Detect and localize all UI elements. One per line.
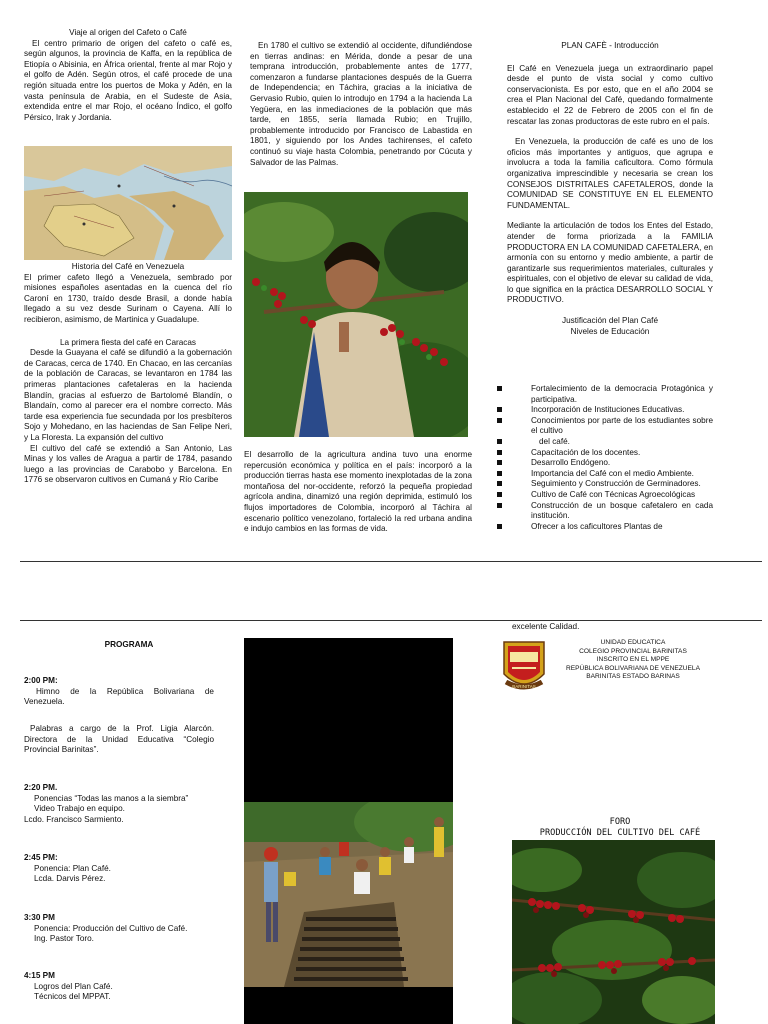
panel-agriculture: [244, 450, 472, 535]
justification-title: Justificación del Plan Café: [561, 316, 659, 326]
programa-item: [24, 783, 214, 825]
programa-line: Himno de la República Bolivariana de Venezuela.: [24, 686, 214, 707]
expansion-text: El cultivo del café se extendió a San Antonio, Las Minas y los valles de Aragua a partir de 1784, pasando luego a las provincias de Carabobo y Barcelona. En 1776 se observaron cultivos en Cumaná y Río Caribe: [24, 443, 232, 485]
fiesta-text: Desde la Guayana el café se difundió a la gobernación de Caracas, cerca de 1740. En Chacao, en las cercanías de la población de Caracas, se levantaron en 1784 las primeras plantaciones cafetaleras en la hacienda Blandín, gracias al esfuerzo de Bartolomé Blandín, o Blandaín, como al parecer era el nombre correcto. Más tarde esa experiencia fue secundada por los presbíteros Sojo y Mohedano, en las haciendas de San Felipe Neri, y La Floresta. La expansión del cultivo: [24, 348, 232, 442]
programa-line: Ponencia: Plan Café.: [34, 863, 111, 873]
list-item: Construcción de un bosque cafetalero en cada institución.: [495, 501, 713, 522]
bottom-divider: [20, 620, 762, 621]
programa-line: Ponencia: Producción del Cultivo de Café.: [34, 923, 188, 933]
programa-line: Lcdo. Francisco Sarmiento.: [24, 814, 124, 824]
institution-line: REPÚBLICA BOLIVARIANA DE VENEZUELA: [566, 664, 700, 672]
institution-line: COLEGIO PROVINCIAL BARINITAS: [579, 647, 687, 655]
institution-line: INSCRITO EN EL MPPE: [596, 656, 670, 664]
programa-time: 2:45 PM:: [24, 853, 58, 862]
history-title: Historia del Café en Venezuela: [71, 262, 185, 271]
continued-text: excelente Calidad.: [512, 622, 580, 631]
fiesta-title: La primera fiesta del café en Caracas: [59, 337, 197, 347]
programa-item: [24, 913, 214, 945]
list-item: Importancia del Café con el medio Ambiente.: [495, 469, 713, 480]
list-item: del café.: [495, 437, 713, 448]
list-item: Desarrollo Endógeno.: [495, 458, 713, 469]
origin-text: El centro primario de origen del cafeto o café es, según algunos, la provincia de Kaffa, en la república de Etiopía o Abisinia, en África oriental, frente al mar Rojo y el golfo de Adén. Según otros, el café procede de una región situada entre los puertos de Moka y Adén, en la vasta península de Arabia, en el Sudeste de Asia, extendida entre el mar Rojo, el océano Índico, el golfo Pérsico, Irak y Jordania.: [24, 38, 232, 122]
programa-item: [24, 724, 214, 756]
programa-item: [24, 853, 214, 885]
programa-time: 2:20 PM.: [24, 783, 58, 792]
list-item: Incorporación de Instituciones Educativas.: [495, 405, 713, 416]
programa-time: 4:15 PM: [24, 971, 55, 980]
programa-title: PROGRAMA: [104, 640, 154, 649]
programa-item: [24, 676, 214, 708]
foro-subtitle: PRODUCCIÓN DEL CULTIVO DEL CAFÉ: [539, 828, 701, 838]
school-logo: [500, 638, 548, 694]
list-item: Ofrecer a los caficultores Plantas de: [495, 522, 713, 533]
panel-history: [24, 262, 232, 486]
top-divider: [20, 561, 762, 562]
education-levels-title: Niveles de Educación: [570, 326, 650, 336]
panel-origin: [24, 28, 232, 123]
foro-label: FORO: [609, 817, 631, 827]
programa-line: Lcda. Darvis Pérez.: [34, 874, 106, 884]
institution-line: UNIDAD EDUCATICA: [600, 639, 666, 646]
justification-list: [495, 384, 713, 532]
history-text: El primer cafeto llegó a Venezuela, sembrado por misiones españoles asentadas en la cuenca del río Caroní en 1730, traído desde Brasil, a donde había llegado a su vez desde Surinam o Cayena. Allí lo recibieron, asimismo, de Martinica y Guadalupe.: [24, 272, 232, 324]
plan-family-text: En Venezuela, la producción de café es uno de los oficios más importantes y antiguos, que agrupa e involucra a toda la familia caficultora. Como fórmula organizativa imprescindible y necesaria se crean los CONSEJOS DISTRITALES CAFETALEROS, donde la COMUNIDAD SE CONSTITUYE EN EL ELEMENTO FUNDAMENTAL.: [507, 137, 713, 210]
institution-header: [548, 639, 718, 682]
programa-time: 3:30 PM: [24, 913, 55, 922]
map-image: [24, 146, 232, 260]
plan-articulation-text: Mediante la articulación de todos los Entes del Estado, atender de forma priorizada a la FAMILIA PRODUCTORA EN LA COMUNIDAD CAFETALERA, en armonía con su entorno y medio ambiente, a partir de garantizarle sus requerimientos materiales, culturales y espirituales, con el objetivo de elevar su calidad de vida, lo que significa en la práctica DESARROLLO SOCIAL Y PRODUCTIVO.: [507, 221, 713, 305]
woman-coffee-photo: [244, 192, 468, 437]
agriculture-text: El desarrollo de la agricultura andina tuvo una enorme repercusión económica y política en el país: incorporó a la producción tierras hasta ese momento inexplotadas de la zona montañosa del nor-occidente, reforzó la pequeña propiedad agrícola andina, dinamizó una región deprimida, estimuló los flujos importadores de Colombia, incorporó al Táchira al escenario político venezolano, fortaleció la red urbana andina e indujo cambios en las formas de vida.: [244, 450, 472, 534]
plan-title: PLAN CAFÈ - Introducción: [561, 41, 659, 50]
plan-intro-text: El Café en Venezuela juega un extraordinario papel desde el punto de vista social y como cultivo conservacionista. Es por esto, que en el año 2004 se crea el Plan Nacional del Café, quedando formalmente establecido el 22 de Febrero de 2005 con el fin de rescatar las zonas productoras de este rubro en el país.: [507, 63, 713, 126]
list-item: Capacitación de los docentes.: [495, 448, 713, 459]
logo-text: BARINITAS: [512, 684, 536, 689]
origin-title: Viaje al origen del Cafeto o Café: [69, 28, 187, 37]
andes-text: En 1780 el cultivo se extendió al occidente, difundiéndose en tierras andinas: en Mérida, donde a pesar de una temprana introducción, probablemente antes de 1777, comenzaron a fundarse plantaciones después de la Guerra de Independencia; en Táchira, gracias a la iniciativa de Gervasio Rubio, quien lo introdujo en 1794 a la hacienda La Yegüera, en las inmediaciones de la población que más tarde, en 1855, sería llamada Rubio; en Trujillo, probablemente introducido por Francisco de Labastida en 1801, y siguiendo por los Andes tachirenses, el cafeto continuó su viaje hasta Colombia, penetrando por Cúcuta y Salvador de las Palmas.: [250, 41, 472, 167]
programa-line: Logros del Plan Café.: [34, 981, 113, 991]
farmers-photo: [244, 802, 453, 987]
panel-plan: [507, 41, 713, 337]
list-item: Cultivo de Café con Técnicas Agroecológicas: [495, 490, 713, 501]
programa-line: Técnicos del MPPAT.: [34, 992, 111, 1002]
list-item: Fortalecimiento de la democracia Protagónica y participativa.: [495, 384, 713, 405]
programa-line: Ponencias “Todas las manos a la siembra”: [34, 793, 189, 803]
list-item: Seguimiento y Construcción de Germinadores.: [495, 479, 713, 490]
programa-line: Palabras a cargo de la Prof. Ligia Alarcón. Directora de la Unidad Educativa “Colegio Provincial Barinitas”.: [24, 724, 214, 755]
programa-item: [24, 971, 214, 1003]
institution-line: BARINITAS ESTADO BARINAS: [586, 673, 680, 681]
programa-line: Ing. Pastor Toro.: [34, 934, 94, 944]
list-item: Conocimientos por parte de los estudiantes sobre el cultivo: [495, 416, 713, 437]
foro-title: [510, 817, 730, 839]
programa-line: Video Trabajo en equipo.: [34, 804, 125, 814]
coffee-cherries-photo: [512, 840, 715, 1024]
programa-time: 2:00 PM:: [24, 676, 58, 685]
panel-andes: [250, 41, 472, 168]
